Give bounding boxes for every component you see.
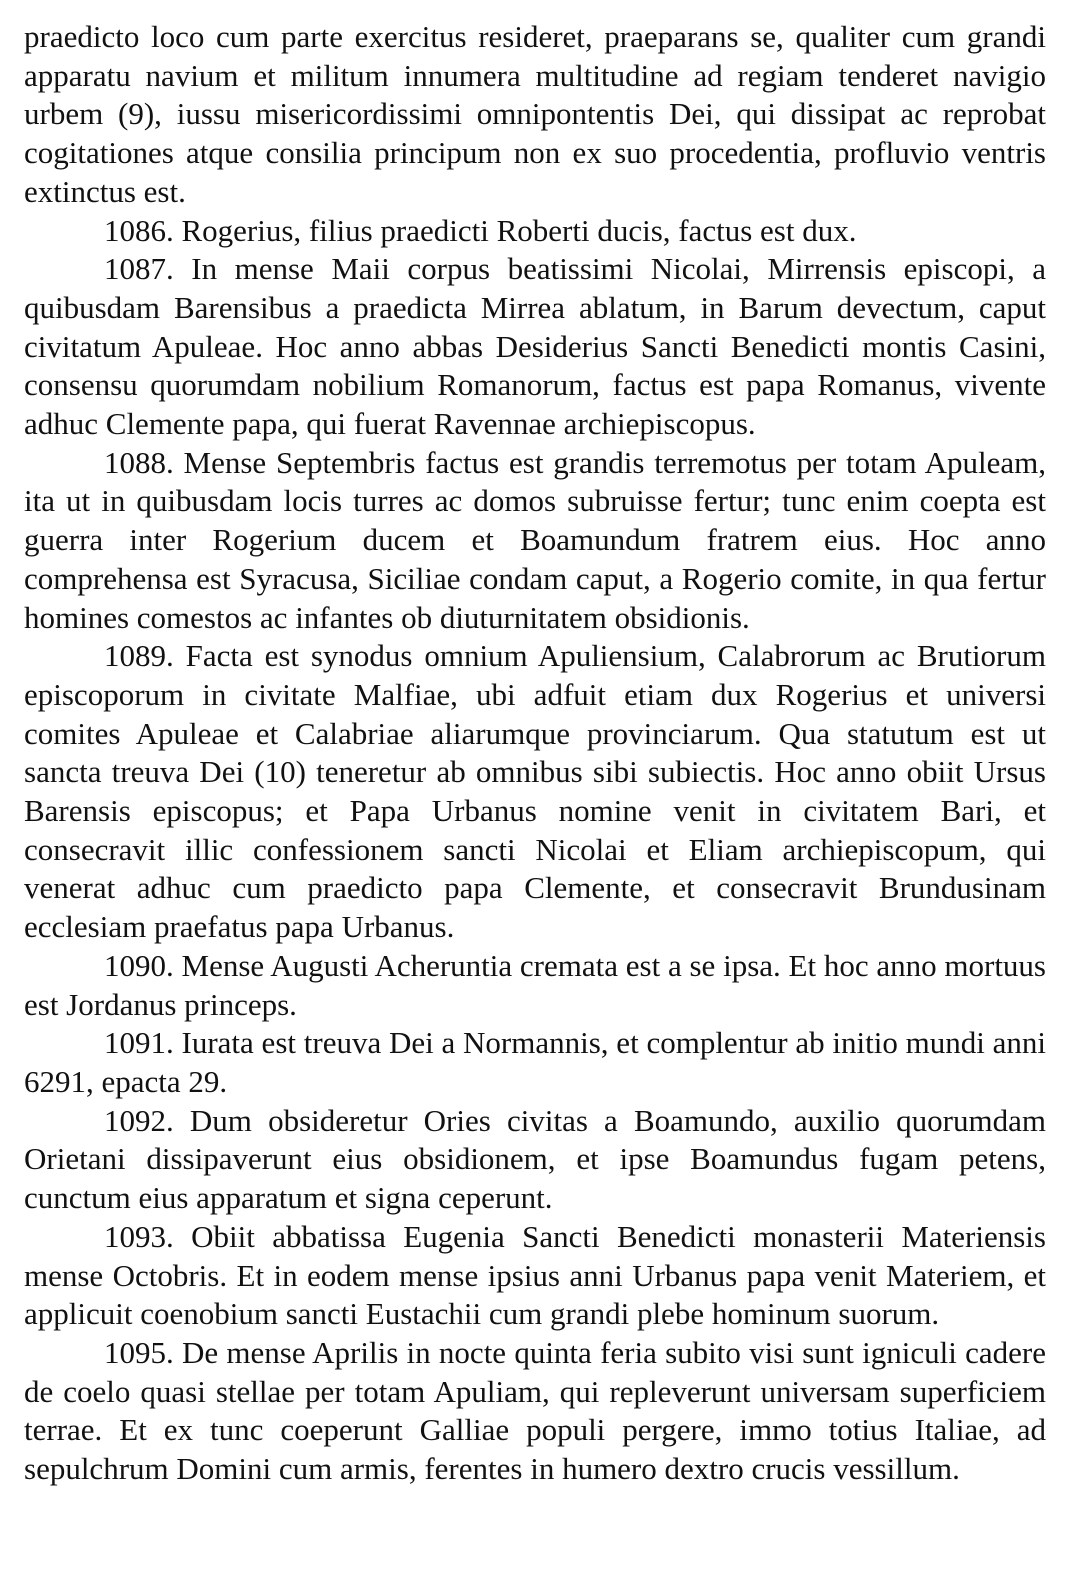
entry-1095: 1095. De mense Aprilis in nocte quinta feria subito visi sunt igniculi cadere de coelo quasi stellae per totam Apuliam, qui repleverunt universam superficiem terrae. Et ex tunc coeperunt Galliae populi pergere, immo totius Italiae, ad sepulchrum Domini cum armis, ferentes in humero dextro crucis vessillum. [24, 1334, 1046, 1487]
paragraph-continuation: praedicto loco cum parte exercitus resideret, praeparans se, qualiter cum grandi apparatu navium et militum innumera multitudine ad regiam tenderet navigio urbem (9), iussu misericordissimi omnipontentis Dei, qui dissipat ac reprobat cogitationes atque consilia principum non ex suo procedentia, profluvio ventris extinctus est. [24, 19, 1046, 209]
entry-1092: 1092. Dum obsideretur Ories civitas a Boamundo, auxilio quorumdam Orietani dissipaverunt eius obsidionem, et ipse Boamundus fugam petens, cunctum eius apparatum et signa ceperunt. [24, 1102, 1046, 1216]
entry-1093: 1093. Obiit abbatissa Eugenia Sancti Benedicti monasterii Materiensis mense Octobris. Et in eodem mense ipsius anni Urbanus papa venit Materiem, et applicuit coenobium sancti Eustachii cum grandi plebe hominum suorum. [24, 1218, 1046, 1332]
entry-1087: 1087. In mense Maii corpus beatissimi Nicolai, Mirrensis episcopi, a quibusdam Barensibus a praedicta Mirrea ablatum, in Barum devectum, caput civitatum Apuleae. Hoc anno abbas Desiderius Sancti Benedicti montis Casini, consensu quorumdam nobilium Romanorum, factus est papa Romanus, vivente adhuc Clemente papa, qui fuerat Ravennae archiepiscopus. [24, 251, 1046, 442]
document-page [24, 18, 1046, 1489]
entry-1089: 1089. Facta est synodus omnium Apuliensium, Calabrorum ac Brutiorum episcoporum in civitate Malfiae, ubi adfuit etiam dux Rogerius et universi comites Apuleae et Calabriae aliarumque provinciarum. Qua statutum est ut sancta treuva Dei (10) teneretur ab omnibus sibi subiectis. Hoc anno obiit Ursus Barensis episcopus; et Papa Urbanus nomine venit in civitatem Bari, et consecravit illic confessionem sancti Nicolai et Eliam archiepiscopum, qui venerat adhuc cum praedicto papa Clemente, et consecravit Brundusinam ecclesiam praefatus papa Urbanus. [24, 638, 1046, 945]
entry-1088: 1088. Mense Septembris factus est grandis terremotus per totam Apuleam, ita ut in quibusdam locis turres ac domos subruisse fertur; tunc enim coepta est guerra inter Rogerium ducem et Boamundum fratrem eius. Hoc anno comprehensa est Syracusa, Siciliae condam caput, a Rogerio comite, in qua fertur homines comestos ac infantes ob diuturnitatem obsidionis. [24, 444, 1046, 635]
entry-1091: 1091. Iurata est treuva Dei a Normannis, et complentur ab initio mundi anni 6291, epacta 29. [24, 1025, 1046, 1099]
entry-1090: 1090. Mense Augusti Acheruntia cremata est a se ipsa. Et hoc anno mortuus est Jordanus princeps. [24, 947, 1046, 1022]
entry-1086: 1086. Rogerius, filius praedicti Roberti ducis, factus est dux. [104, 212, 857, 248]
